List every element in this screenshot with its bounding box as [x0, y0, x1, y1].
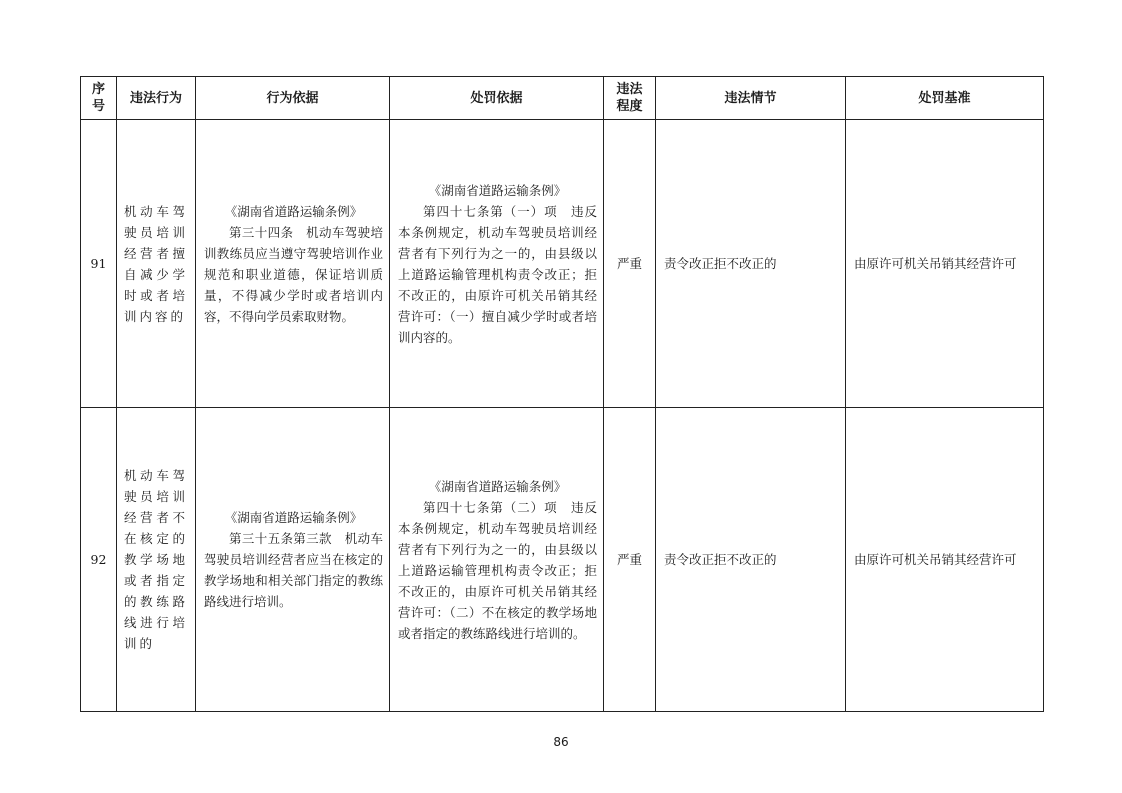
- violation-degree: 严重: [604, 408, 656, 712]
- violation-circumstance: 责令改正拒不改正的: [656, 120, 846, 408]
- basis-law-title: 《湖南省道路运输条例》: [224, 203, 363, 219]
- row-number: 91: [81, 120, 117, 408]
- behavior-basis: [196, 408, 390, 712]
- penalty-basis: [390, 408, 604, 712]
- violation-circumstance: 责令改正拒不改正的: [656, 408, 846, 712]
- penalty-standards-table: [80, 76, 1044, 712]
- header-basis: 行为依据: [196, 77, 390, 120]
- violation-degree: 严重: [604, 120, 656, 408]
- penalty-standard: 由原许可机关吊销其经营许可: [846, 120, 1044, 408]
- header-row: [81, 77, 1044, 120]
- header-penalty-basis: 处罚依据: [390, 77, 604, 120]
- row-number: 92: [81, 408, 117, 712]
- page-number: 86: [553, 735, 569, 749]
- violation-act: 机动车驾驶员培训经营者不在核定的教学场地或者指定的教练路线进行培训的: [117, 408, 196, 712]
- header-standard: 处罚基准: [846, 77, 1044, 120]
- penalty-law-text: 第四十七条第（二）项 违反本条例规定，机动车驾驶员培训经营者有下列行为之一的，由县级以上道路运输管理机构责令改正；拒不改正的，由原许可机关吊销其经营许可：（二）不在核定的教学场地或者指定的教练路线进行培训的。: [398, 499, 597, 641]
- table-row: [81, 408, 1044, 712]
- table-row: [81, 120, 1044, 408]
- header-no: 序号: [81, 77, 117, 120]
- behavior-basis: [196, 120, 390, 408]
- basis-law-text: 第三十四条 机动车驾驶培训教练员应当遵守驾驶培训作业规范和职业道德，保证培训质量，不得减少学时或者培训内容，不得向学员索取财物。: [204, 224, 383, 324]
- basis-law-title: 《湖南省道路运输条例》: [224, 510, 363, 525]
- header-degree: 违法程度: [604, 77, 656, 120]
- penalty-law-title: 《湖南省道路运输条例》: [428, 182, 567, 198]
- header-act: 违法行为: [117, 77, 196, 120]
- basis-law-text: 第三十五条第三款 机动车驾驶员培训经营者应当在核定的教学场地和相关部门指定的教练路线进行培训。: [204, 531, 383, 609]
- penalty-basis: [390, 120, 604, 408]
- violation-act: 机动车驾驶员培训经营者擅自减少学时或者培训内容的: [117, 120, 196, 408]
- penalty-law-title: 《湖南省道路运输条例》: [428, 478, 567, 494]
- penalty-law-text: 第四十七条第（一）项 违反本条例规定，机动车驾驶员培训经营者有下列行为之一的，由县级以上道路运输管理机构责令改正；拒不改正的，由原许可机关吊销其经营许可：（一）擅自减少学时或者培训内容的。: [398, 203, 597, 345]
- header-circumstance: 违法情节: [656, 77, 846, 120]
- penalty-standard: 由原许可机关吊销其经营许可: [846, 408, 1044, 712]
